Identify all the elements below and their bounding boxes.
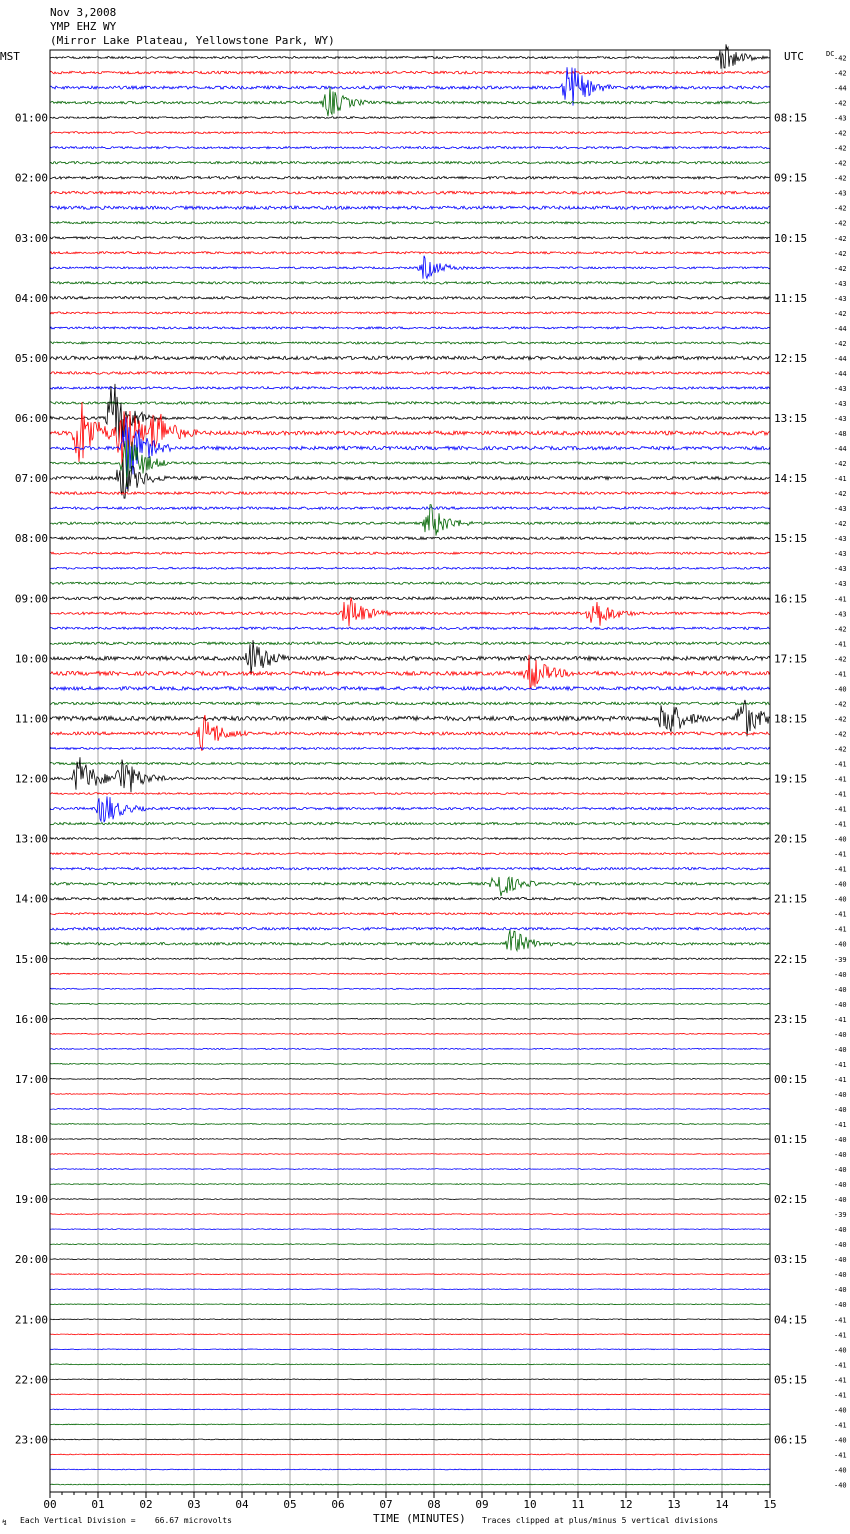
- trace-70: [50, 1109, 770, 1110]
- trace-75: [50, 1184, 770, 1185]
- utc-hour-label: 18:15: [774, 712, 808, 726]
- dc-offset-label: -42: [834, 520, 847, 529]
- trace-32: [50, 537, 770, 540]
- trace-90: [50, 1409, 770, 1410]
- trace-95: [50, 1484, 770, 1485]
- utc-hour-label: 00:15: [774, 1072, 808, 1086]
- trace-59: [50, 930, 770, 951]
- utc-hour-label: 15:15: [774, 532, 808, 546]
- dc-offset-label: -41: [834, 820, 847, 829]
- trace-76: [50, 1199, 770, 1200]
- trace-82: [50, 1289, 770, 1290]
- dc-offset-label: -41: [834, 1060, 847, 1069]
- mst-hour-label: 11:00: [14, 712, 48, 726]
- x-tick-label-12: 12: [619, 1498, 633, 1511]
- mst-hour-labels: [15, 112, 48, 1447]
- utc-hour-label: 08:15: [774, 111, 808, 125]
- trace-85: [50, 1334, 770, 1335]
- utc-hour-label: 09:15: [774, 171, 808, 185]
- trace-87: [50, 1364, 770, 1365]
- dc-offset-label: -40: [834, 1181, 847, 1190]
- dc-offset-label: -41: [834, 475, 847, 484]
- dc-offset-label: -42: [834, 730, 847, 739]
- dc-offset-label: -42: [834, 219, 847, 228]
- trace-21: [50, 372, 770, 374]
- dc-offset-label: -40: [834, 1196, 847, 1205]
- x-axis-title: TIME (MINUTES): [373, 1512, 466, 1525]
- trace-57: [50, 913, 770, 915]
- dc-offset-label: -42: [834, 700, 847, 709]
- trace-16: [50, 297, 770, 300]
- trace-12: [50, 237, 770, 239]
- trace-55: [50, 877, 770, 896]
- trace-14: [50, 256, 770, 279]
- dc-offset-label: -41: [834, 1120, 847, 1129]
- x-tick-label-03: 03: [187, 1498, 201, 1511]
- mst-hour-label: 21:00: [14, 1313, 48, 1327]
- trace-0: [50, 44, 770, 68]
- trace-13: [50, 252, 770, 254]
- trace-72: [50, 1139, 770, 1140]
- dc-offset-label: -40: [834, 1226, 847, 1235]
- trace-78: [50, 1229, 770, 1230]
- dc-offset-label: -40: [834, 940, 847, 949]
- x-tick-label-11: 11: [571, 1498, 585, 1511]
- trace-23: [50, 402, 770, 405]
- trace-49: [50, 793, 770, 795]
- trace-19: [50, 342, 770, 344]
- utc-hour-label: 06:15: [774, 1433, 808, 1447]
- dc-offset-label: -40: [834, 1105, 847, 1114]
- trace-91: [50, 1424, 770, 1425]
- dc-offset-label: -41: [834, 910, 847, 919]
- dc-offset-label: -40: [834, 1090, 847, 1099]
- mst-hour-label: 02:00: [14, 171, 48, 185]
- trace-79: [50, 1244, 770, 1245]
- dc-offset-label: -42: [834, 625, 847, 634]
- trace-37: [50, 598, 770, 626]
- trace-83: [50, 1304, 770, 1305]
- plot-date: Nov 3,2008: [50, 6, 117, 19]
- vertical-scale-note: Each Vertical Division = 66.67 microvolts: [20, 1516, 232, 1525]
- trace-6: [50, 147, 770, 149]
- station-name: YMP EHZ WY: [50, 20, 117, 33]
- dc-offset-label: -43: [834, 535, 847, 544]
- mst-axis-label: MST: [0, 50, 20, 63]
- dc-offset-label: -40: [834, 1301, 847, 1310]
- mst-hour-label: 17:00: [14, 1072, 48, 1086]
- utc-hour-label: 16:15: [774, 592, 808, 606]
- dc-offset-label: -41: [834, 1376, 847, 1385]
- utc-hour-label: 17:15: [774, 652, 808, 666]
- mst-hour-label: 19:00: [14, 1193, 48, 1207]
- x-tick-label-14: 14: [715, 1498, 729, 1511]
- trace-7: [50, 161, 770, 163]
- dc-offset-label: -42: [834, 490, 847, 499]
- dc-offset-label: -41: [834, 595, 847, 604]
- utc-hour-label: 02:15: [774, 1193, 808, 1207]
- x-tick-label-01: 01: [91, 1498, 105, 1511]
- station-location: (Mirror Lake Plateau, Yellowstone Park, WY): [50, 34, 335, 47]
- trace-11: [50, 222, 770, 224]
- dc-offset-label: -42: [834, 655, 847, 664]
- x-tick-label-09: 09: [475, 1498, 489, 1511]
- trace-47: [50, 762, 770, 764]
- dc-offset-label: -42: [834, 174, 847, 183]
- dc-offset-label: -40: [834, 1045, 847, 1054]
- dc-offset-label: -48: [834, 430, 847, 439]
- utc-hour-label: 20:15: [774, 832, 808, 846]
- trace-86: [50, 1349, 770, 1350]
- x-axis-ticks: [43, 1492, 776, 1511]
- dc-offset-label: -41: [834, 865, 847, 874]
- x-tick-label-05: 05: [283, 1498, 297, 1511]
- trace-52: [50, 838, 770, 840]
- dc-offset-label: -43: [834, 610, 847, 619]
- dc-offset-label: -39: [834, 955, 847, 964]
- dc-offset-label: -40: [834, 1151, 847, 1160]
- x-tick-label-15: 15: [763, 1498, 777, 1511]
- utc-hour-label: 05:15: [774, 1373, 808, 1387]
- dc-offset-label: -41: [834, 1316, 847, 1325]
- dc-offset-label: -42: [834, 99, 847, 108]
- dc-offset-label: -42: [834, 715, 847, 724]
- seismic-traces: [50, 44, 770, 1485]
- trace-34: [50, 567, 770, 569]
- trace-69: [50, 1094, 770, 1095]
- utc-hour-label: 10:15: [774, 231, 808, 245]
- dc-offset-label: -43: [834, 399, 847, 408]
- mst-hour-label: 08:00: [14, 532, 48, 546]
- trace-15: [50, 282, 770, 284]
- dc-offset-label: -43: [834, 384, 847, 393]
- dc-offset-label: -43: [834, 550, 847, 559]
- trace-61: [50, 973, 770, 974]
- dc-offset-label: -41: [834, 1361, 847, 1370]
- dc-offset-label: -40: [834, 1241, 847, 1250]
- mst-hour-label: 22:00: [14, 1373, 48, 1387]
- trace-51: [50, 822, 770, 824]
- trace-93: [50, 1454, 770, 1455]
- trace-20: [50, 356, 770, 360]
- trace-81: [50, 1274, 770, 1275]
- utc-hour-label: 21:15: [774, 892, 808, 906]
- dc-offset-label: -40: [834, 1406, 847, 1415]
- trace-56: [50, 897, 770, 899]
- dc-offset-label: -40: [834, 895, 847, 904]
- dc-offset-label: -41: [834, 925, 847, 934]
- mst-hour-label: 10:00: [14, 652, 48, 666]
- dc-offset-label: -40: [834, 970, 847, 979]
- x-tick-label-02: 02: [139, 1498, 153, 1511]
- dc-offset-label: -42: [834, 309, 847, 318]
- trace-38: [50, 627, 770, 629]
- utc-hour-label: 04:15: [774, 1313, 808, 1327]
- utc-hour-label: 14:15: [774, 472, 808, 486]
- mst-hour-label: 13:00: [14, 832, 48, 846]
- dc-offset-label: -41: [834, 805, 847, 814]
- dc-offset-label: -40: [834, 1436, 847, 1445]
- trace-45: [50, 715, 770, 751]
- dc-offset-label: -40: [834, 1271, 847, 1280]
- trace-60: [50, 958, 770, 960]
- trace-54: [50, 867, 770, 869]
- utc-hour-label: 13:15: [774, 412, 808, 426]
- utc-hour-labels: [774, 112, 807, 1447]
- trace-73: [50, 1154, 770, 1155]
- dc-offset-label: -42: [834, 159, 847, 168]
- dc-offset-label: -43: [834, 565, 847, 574]
- trace-94: [50, 1469, 770, 1470]
- dc-offset-label: -40: [834, 1256, 847, 1265]
- dc-offset-label: -41: [834, 1421, 847, 1430]
- trace-42: [50, 687, 770, 691]
- dc-offset-label: -43: [834, 279, 847, 288]
- dc-offset-label: -42: [834, 69, 847, 78]
- dc-offset-label: -42: [834, 264, 847, 273]
- trace-63: [50, 1003, 770, 1004]
- dc-offset-label: -43: [834, 294, 847, 303]
- trace-67: [50, 1063, 770, 1064]
- dc-offset-label: -41: [834, 640, 847, 649]
- dc-offset-label: -43: [834, 505, 847, 514]
- trace-66: [50, 1048, 770, 1049]
- dc-offset-label: -44: [834, 324, 847, 333]
- dc-offset-label: -41: [834, 1391, 847, 1400]
- trace-8: [50, 176, 770, 179]
- dc-offset-label: -42: [834, 234, 847, 243]
- x-tick-label-07: 07: [379, 1498, 393, 1511]
- mst-hour-label: 03:00: [14, 231, 48, 245]
- dc-offset-label: -40: [834, 685, 847, 694]
- trace-71: [50, 1124, 770, 1125]
- dc-offset-label: -40: [834, 985, 847, 994]
- mst-hour-label: 04:00: [14, 291, 48, 305]
- dc-offset-label: -40: [834, 1466, 847, 1475]
- x-tick-label-04: 04: [235, 1498, 249, 1511]
- trace-9: [50, 191, 770, 194]
- dc-offset-label: -41: [834, 1075, 847, 1084]
- trace-84: [50, 1319, 770, 1320]
- logo-mark: ↯: [2, 1518, 7, 1527]
- trace-68: [50, 1078, 770, 1079]
- mst-hour-label: 07:00: [14, 472, 48, 486]
- trace-26: [50, 417, 770, 489]
- trace-18: [50, 327, 770, 329]
- dc-offset-label: -40: [834, 1481, 847, 1490]
- dc-offset-label: -43: [834, 114, 847, 123]
- dc-column-label: DC: [826, 50, 835, 58]
- trace-35: [50, 582, 770, 584]
- trace-77: [50, 1214, 770, 1215]
- trace-44: [50, 700, 770, 737]
- x-tick-label-00: 00: [43, 1498, 57, 1511]
- mst-hour-label: 06:00: [14, 412, 48, 426]
- dc-offset-label: -42: [834, 54, 847, 63]
- trace-4: [50, 117, 770, 119]
- dc-offset-label: -44: [834, 369, 847, 378]
- x-tick-label-06: 06: [331, 1498, 345, 1511]
- trace-1: [50, 71, 770, 74]
- mst-hour-label: 16:00: [14, 1012, 48, 1026]
- mst-hour-label: 20:00: [14, 1253, 48, 1267]
- mst-hour-label: 18:00: [14, 1133, 48, 1147]
- mst-hour-label: 09:00: [14, 592, 48, 606]
- trace-22: [50, 387, 770, 389]
- mst-hour-label: 23:00: [14, 1433, 48, 1447]
- dc-offset-label: -43: [834, 415, 847, 424]
- dc-offset-label: -40: [834, 1000, 847, 1009]
- dc-offset-label: -40: [834, 1286, 847, 1295]
- dc-offset-label: -44: [834, 354, 847, 363]
- utc-hour-label: 12:15: [774, 351, 808, 365]
- utc-hour-label: 01:15: [774, 1133, 808, 1147]
- dc-offset-label: -40: [834, 1136, 847, 1145]
- dc-offset-label: -41: [834, 1451, 847, 1460]
- trace-29: [50, 492, 770, 495]
- dc-offset-label: -43: [834, 189, 847, 198]
- dc-offset-label: -41: [834, 1331, 847, 1340]
- dc-offset-label: -41: [834, 670, 847, 679]
- dc-offset-labels: [834, 55, 847, 1490]
- clip-note: Traces clipped at plus/minus 5 vertical divisions: [482, 1516, 719, 1525]
- utc-hour-label: 22:15: [774, 952, 808, 966]
- trace-65: [50, 1033, 770, 1034]
- dc-offset-label: -42: [834, 204, 847, 213]
- trace-39: [50, 642, 770, 645]
- trace-50: [50, 796, 770, 822]
- dc-offset-label: -42: [834, 339, 847, 348]
- x-tick-label-10: 10: [523, 1498, 537, 1511]
- trace-3: [50, 87, 770, 116]
- trace-33: [50, 552, 770, 554]
- trace-53: [50, 853, 770, 855]
- dc-offset-label: -42: [834, 249, 847, 258]
- trace-64: [50, 1018, 770, 1019]
- trace-46: [50, 747, 770, 749]
- mst-hour-label: 15:00: [14, 952, 48, 966]
- dc-offset-label: -41: [834, 775, 847, 784]
- mst-hour-label: 12:00: [14, 772, 48, 786]
- x-tick-label-13: 13: [667, 1498, 681, 1511]
- trace-58: [50, 927, 770, 930]
- utc-hour-label: 23:15: [774, 1012, 808, 1026]
- trace-80: [50, 1259, 770, 1260]
- mst-hour-label: 14:00: [14, 892, 48, 906]
- dc-offset-label: -42: [834, 745, 847, 754]
- mst-hour-label: 05:00: [14, 351, 48, 365]
- mst-hour-label: 01:00: [14, 111, 48, 125]
- dc-offset-label: -43: [834, 580, 847, 589]
- utc-hour-label: 11:15: [774, 291, 808, 305]
- x-tick-label-08: 08: [427, 1498, 441, 1511]
- dc-offset-label: -41: [834, 850, 847, 859]
- trace-74: [50, 1169, 770, 1170]
- utc-hour-label: 19:15: [774, 772, 808, 786]
- dc-offset-label: -40: [834, 1030, 847, 1039]
- trace-48: [50, 757, 770, 792]
- dc-offset-label: -42: [834, 460, 847, 469]
- trace-36: [50, 597, 770, 600]
- utc-hour-label: 03:15: [774, 1253, 808, 1267]
- trace-30: [50, 507, 770, 510]
- trace-62: [50, 988, 770, 989]
- dc-offset-label: -42: [834, 129, 847, 138]
- dc-offset-label: -44: [834, 84, 847, 93]
- trace-5: [50, 132, 770, 134]
- trace-89: [50, 1394, 770, 1395]
- dc-offset-label: -42: [834, 144, 847, 153]
- trace-41: [50, 655, 770, 690]
- trace-92: [50, 1439, 770, 1440]
- trace-88: [50, 1379, 770, 1380]
- dc-offset-label: -41: [834, 790, 847, 799]
- dc-offset-label: -40: [834, 835, 847, 844]
- dc-offset-label: -41: [834, 760, 847, 769]
- trace-10: [50, 206, 770, 209]
- dc-offset-label: -41: [834, 1015, 847, 1024]
- trace-17: [50, 312, 770, 314]
- dc-offset-label: -40: [834, 1166, 847, 1175]
- dc-offset-label: -40: [834, 880, 847, 889]
- dc-offset-label: -44: [834, 445, 847, 454]
- dc-offset-label: -40: [834, 1346, 847, 1355]
- dc-offset-label: -39: [834, 1211, 847, 1220]
- utc-axis-label: UTC: [784, 50, 804, 63]
- trace-25: [50, 402, 770, 467]
- trace-43: [50, 702, 770, 705]
